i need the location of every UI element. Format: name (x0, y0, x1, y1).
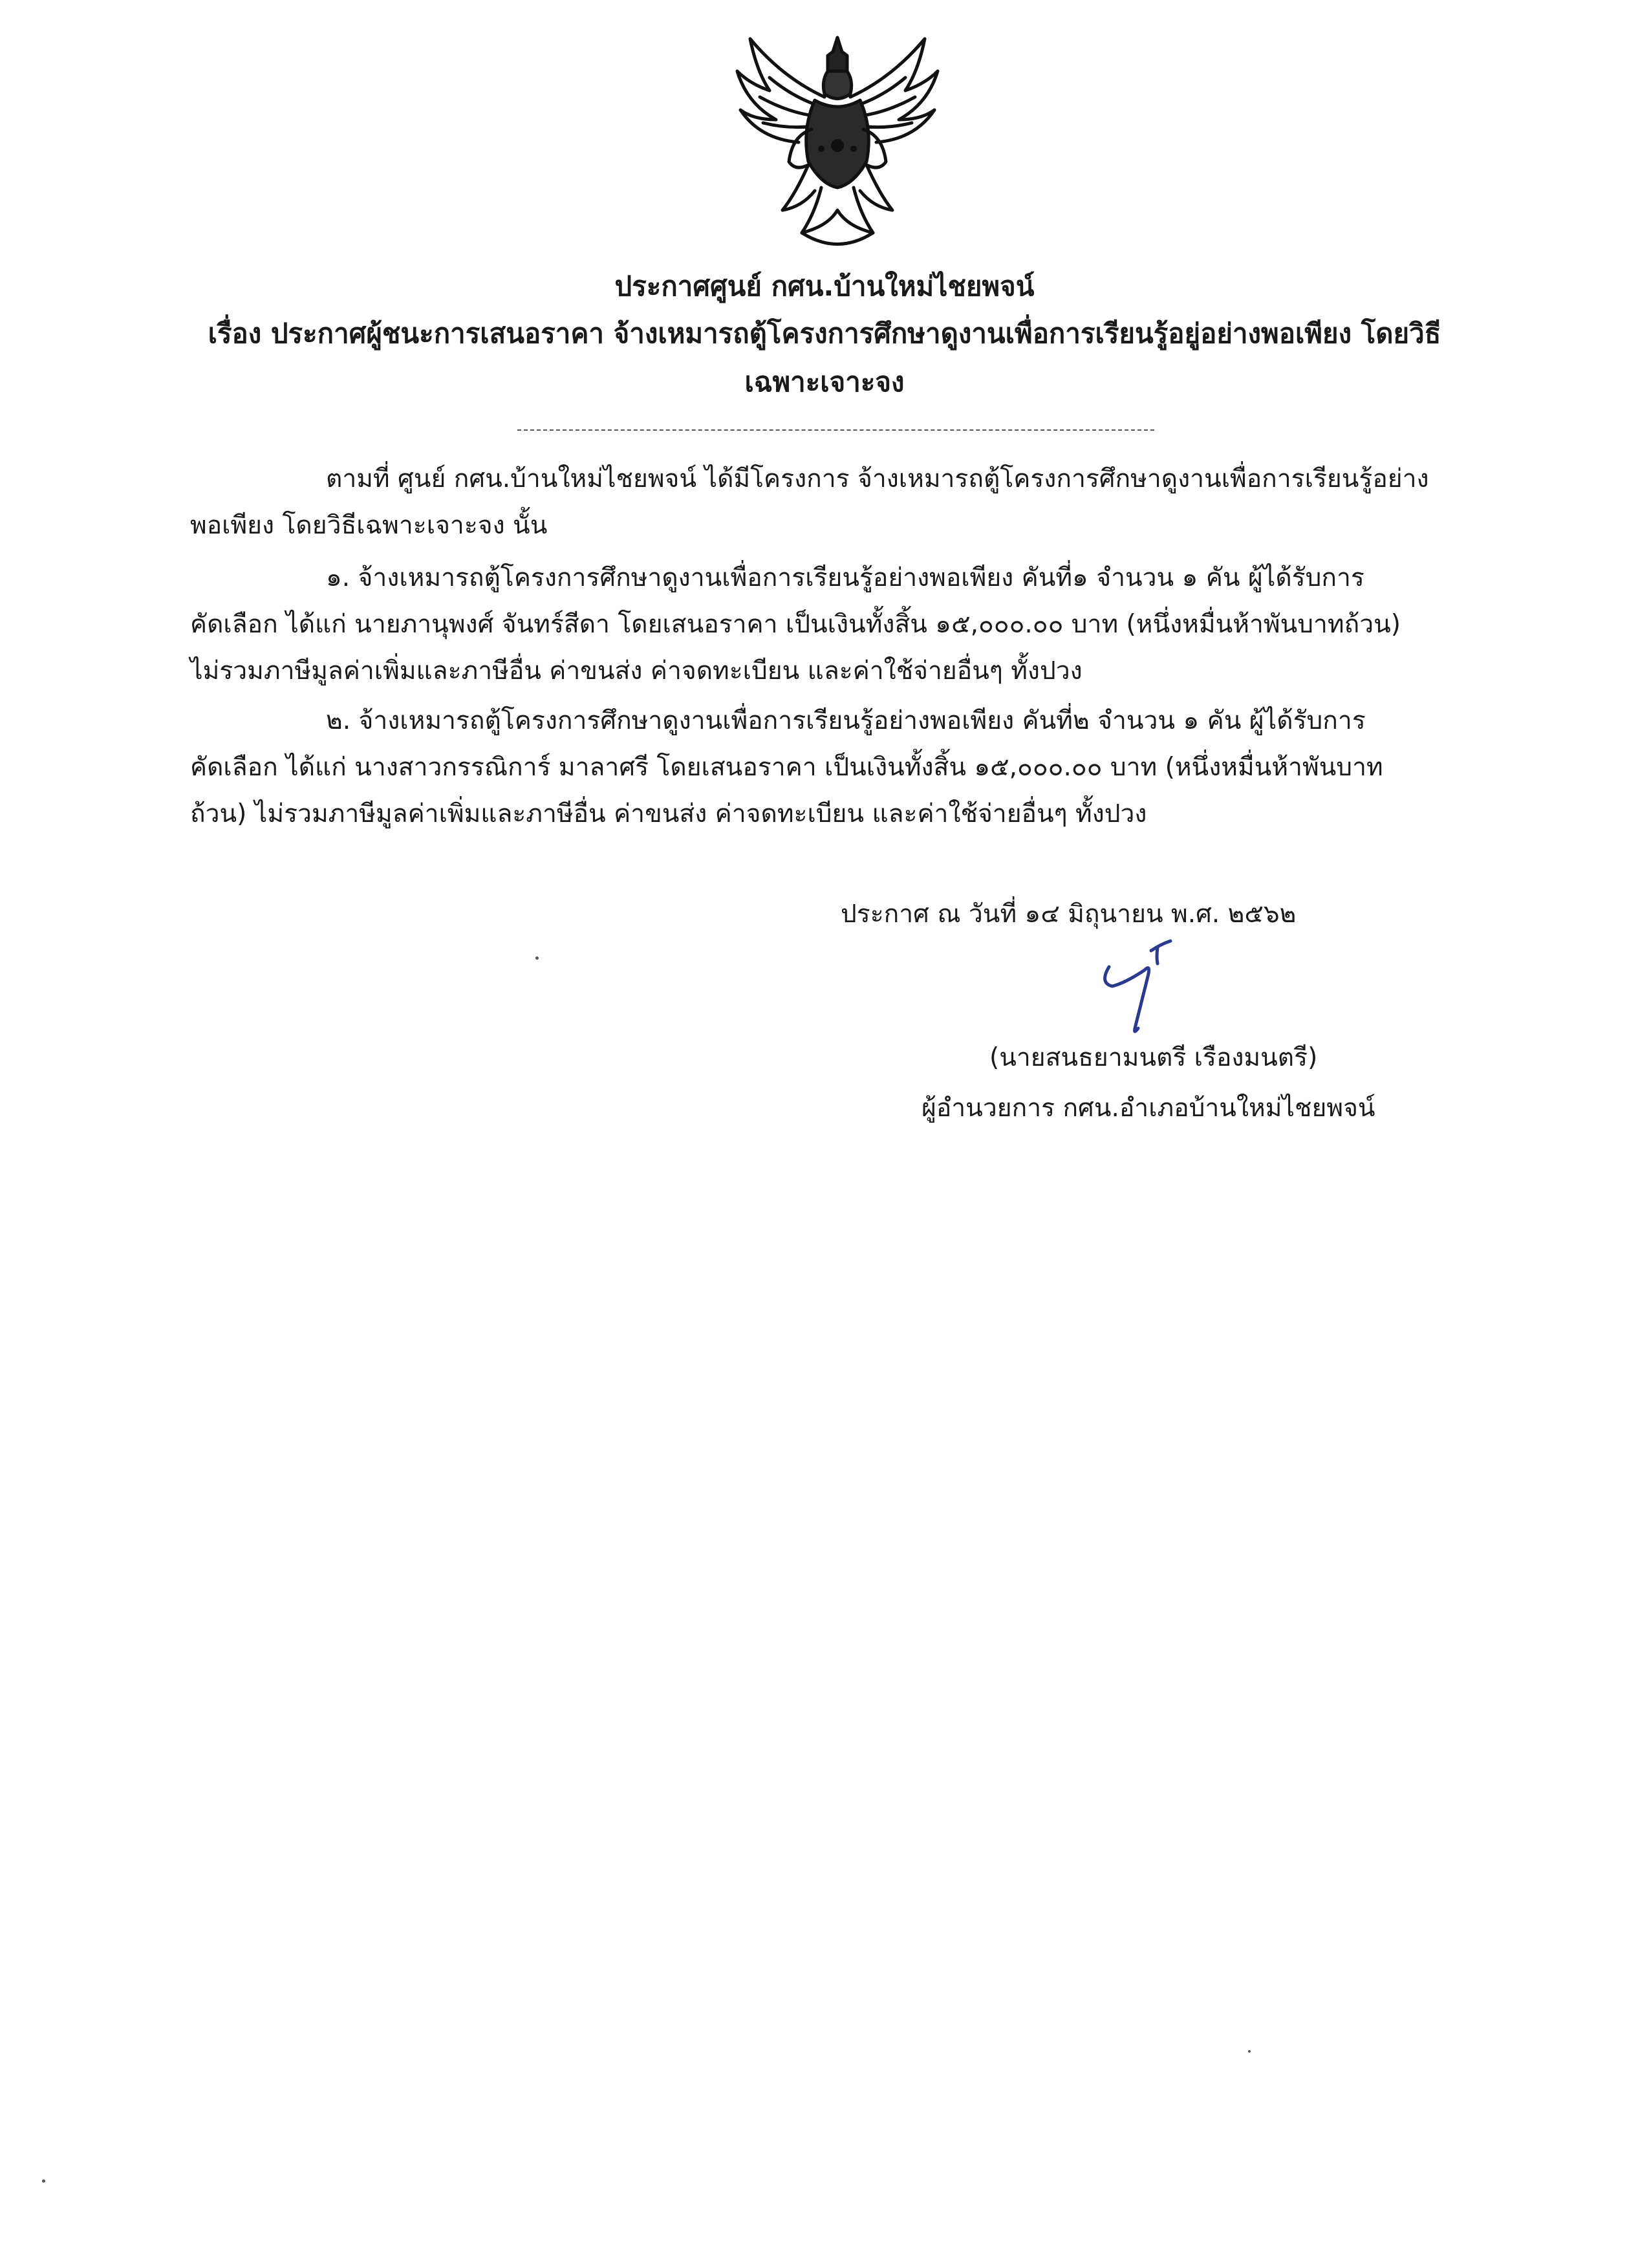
item2-line-1: ๒. จ้างเหมารถตู้โครงการศึกษาดูงานเพื่อการเรียนรู้อย่างพอเพียง คันที่๒ จำนวน ๑ คัน ผู้ได้รับการ (326, 706, 1366, 735)
scan-speck (1248, 2050, 1251, 2053)
item1-line-1: ๑. จ้างเหมารถตู้โครงการศึกษาดูงานเพื่อการเรียนรู้อย่างพอเพียง คันที่๑ จำนวน ๑ คัน ผู้ได้รับการ (326, 563, 1364, 592)
item1-line-2: คัดเลือก ได้แก่ นายภานุพงศ์ จันทร์สีดา โดยเสนอราคา เป็นเงินทั้งสิ้น ๑๕,๐๐๐.๐๐ บาท (หนึ่งหมื่นห้าพันบาทถ้วน) (190, 610, 1401, 639)
signatory-title: ผู้อำนวยการ กศน.อำเภอบ้านใหม่ไชยพจน์ (921, 1094, 1375, 1123)
signatory-name: (นายสนธยามนตรี เรืองมนตรี) (989, 1043, 1318, 1072)
item1-line-3: ไม่รวมภาษีมูลค่าเพิ่มและภาษีอื่น ค่าขนส่ง ค่าจดทะเบียน และค่าใช้จ่ายอื่นๆ ทั้งปวง (190, 656, 1083, 686)
subject-line-1: เรื่อง ประกาศผู้ชนะการเสนอราคา จ้างเหมารถตู้โครงการศึกษาดูงานเพื่อการเรียนรู้อยู่อย่างพอเพียง โดยวิธี (208, 318, 1441, 349)
garuda-emblem-icon (731, 32, 944, 259)
intro-line-1: ตามที่ ศูนย์ กศน.บ้านใหม่ไชยพจน์ ได้มีโครงการ จ้างเหมารถตู้โครงการศึกษาดูงานเพื่อการเรียนรู้อย่าง (326, 464, 1429, 493)
handwritten-signature (1073, 931, 1203, 1041)
subject-line-2: เฉพาะเจาะจง (744, 366, 905, 398)
item2-line-3: ถ้วน) ไม่รวมภาษีมูลค่าเพิ่มและภาษีอื่น ค่าขนส่ง ค่าจดทะเบียน และค่าใช้จ่ายอื่นๆ ทั้งปวง (190, 799, 1147, 828)
separator-line (517, 429, 1154, 431)
scan-speck (42, 2179, 45, 2183)
announcement-date: ประกาศ ณ วันที่ ๑๔ มิถุนายน พ.ศ. ๒๕๖๒ (841, 900, 1297, 929)
intro-line-2: พอเพียง โดยวิธีเฉพาะเจาะจง นั้น (190, 511, 548, 540)
announcement-title: ประกาศศูนย์ กศน.บ้านใหม่ไชยพจน์ (614, 270, 1035, 302)
scan-speck (535, 956, 539, 960)
item2-line-2: คัดเลือก ได้แก่ นางสาวกรรณิการ์ มาลาศรี โดยเสนอราคา เป็นเงินทั้งสิ้น ๑๕,๐๐๐.๐๐ บาท (หนึ่งหมื่นห้าพันบาท (190, 753, 1383, 782)
